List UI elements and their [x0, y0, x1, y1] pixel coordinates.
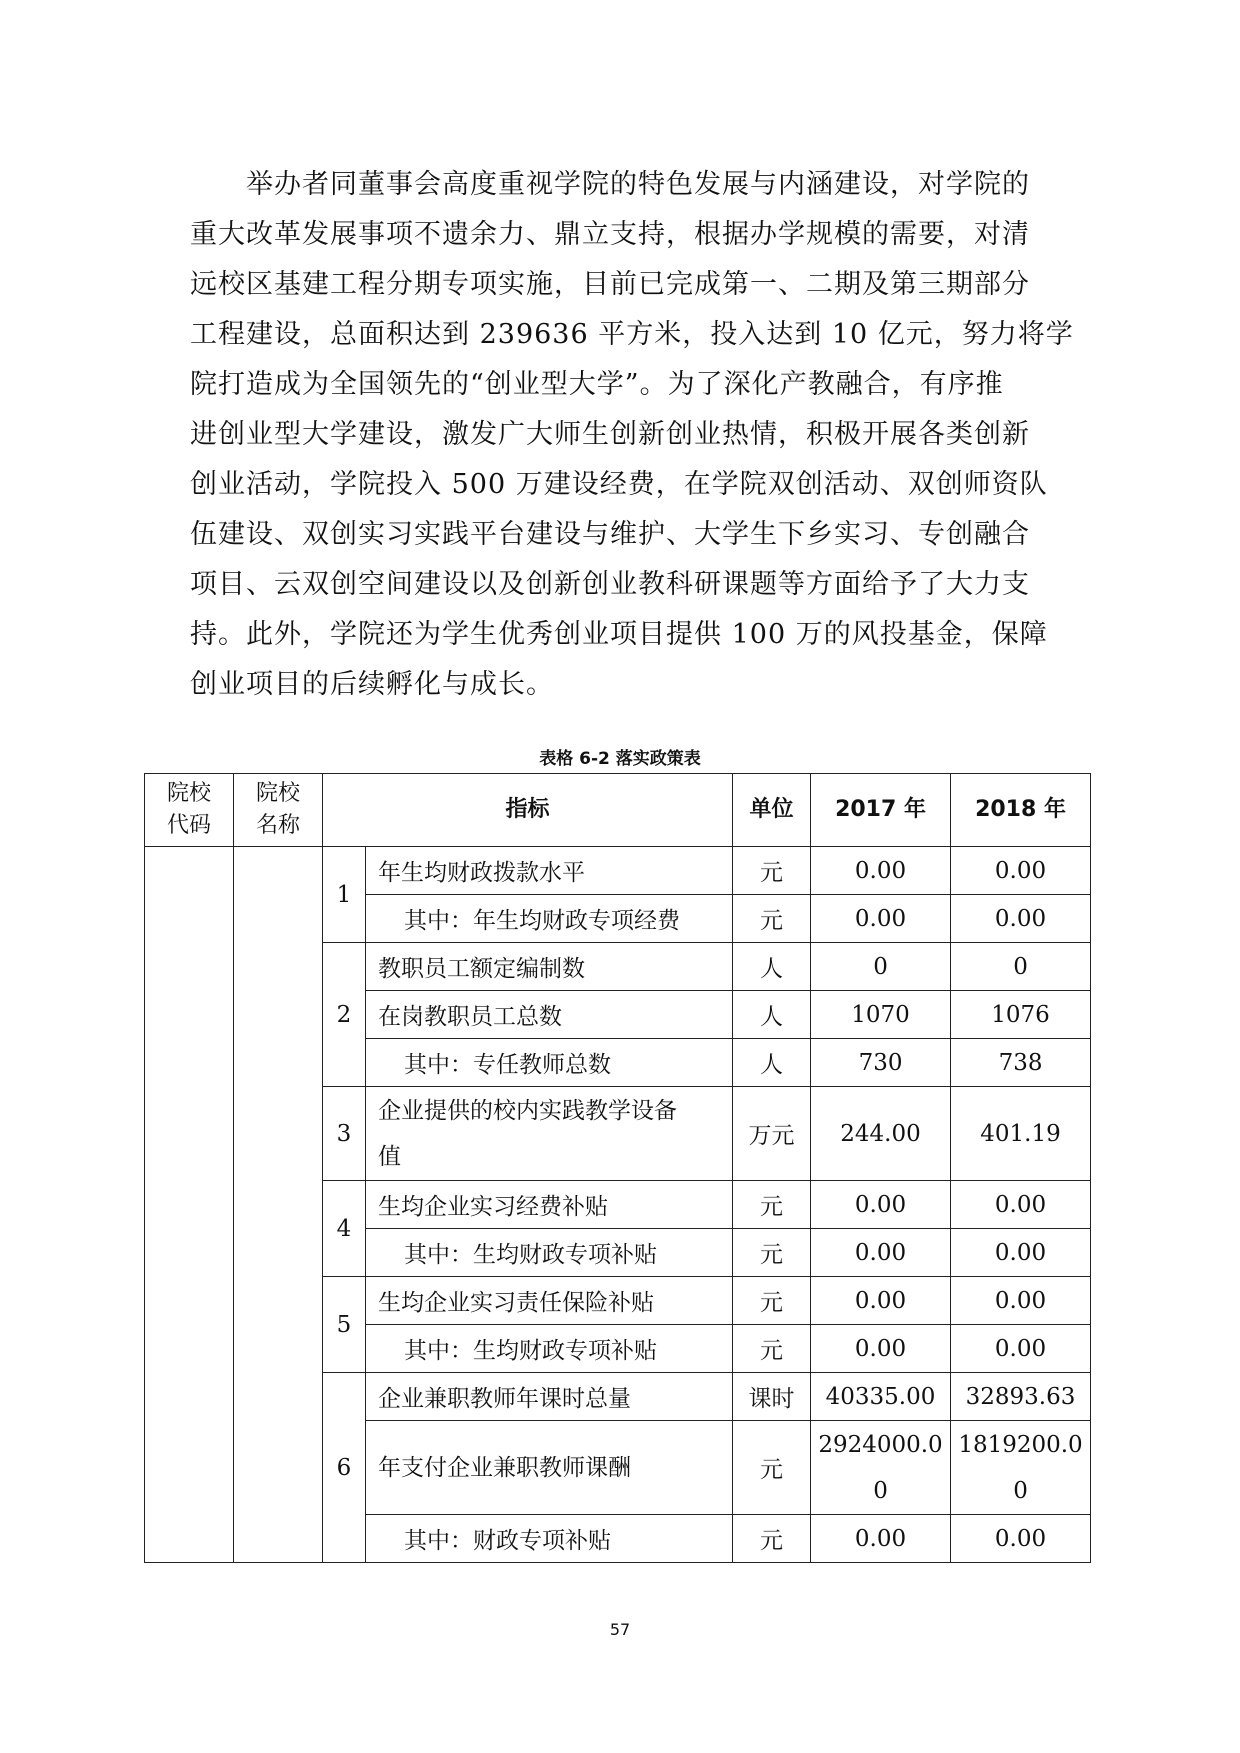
paragraph-line: 举办者同董事会高度重视学院的特色发展与内涵建设，对学院的 [246, 169, 1030, 200]
unit-cell: 元 [733, 1421, 811, 1515]
paragraph-line: 持。此外，学院还为学生优秀创业项目提供 100 万的风投基金，保障 [190, 619, 1048, 650]
value-2018-cell: 0.00 [951, 895, 1091, 943]
policy-table [144, 773, 1091, 1563]
unit-cell: 元 [733, 1181, 811, 1229]
indicator-cell: 生均企业实习责任保险补贴 [366, 1277, 733, 1325]
indicator-cell: 其中：财政专项补贴 [366, 1515, 733, 1563]
school-name-cell [234, 847, 323, 1563]
value-2017-cell: 0.00 [811, 1515, 951, 1563]
value-2018-cell: 0.00 [951, 1515, 1091, 1563]
value-2017-cell: 244.00 [811, 1087, 951, 1181]
paragraph-line: 远校区基建工程分期专项实施，目前已完成第一、二期及第三期部分 [190, 269, 1030, 300]
header-school-code: 院校 代码 [145, 774, 234, 847]
group-number: 2 [323, 943, 366, 1087]
unit-cell: 人 [733, 1039, 811, 1087]
unit-cell: 元 [733, 1515, 811, 1563]
value-2017-cell: 0.00 [811, 1181, 951, 1229]
value-2017-cell: 0.00 [811, 1229, 951, 1277]
table-caption: 表格 6-2 落实政策表 [539, 749, 701, 769]
header-indicator: 指标 [323, 774, 733, 847]
unit-cell: 课时 [733, 1373, 811, 1421]
value-2017-cell: 0.00 [811, 1277, 951, 1325]
indicator-cell: 教职员工额定编制数 [366, 943, 733, 991]
paragraph-line: 重大改革发展事项不遗余力、鼎立支持，根据办学规模的需要，对清 [190, 219, 1030, 250]
group-number: 1 [323, 847, 366, 943]
unit-cell: 元 [733, 1229, 811, 1277]
header-unit: 单位 [733, 774, 811, 847]
indicator-cell: 生均企业实习经费补贴 [366, 1181, 733, 1229]
value-2018-cell: 0.00 [951, 1277, 1091, 1325]
indicator-cell: 在岗教职员工总数 [366, 991, 733, 1039]
unit-cell: 元 [733, 847, 811, 895]
paragraph-line: 进创业型大学建设，激发广大师生创新创业热情，积极开展各类创新 [190, 419, 1030, 450]
unit-cell: 元 [733, 1325, 811, 1373]
value-2018-cell: 0.00 [951, 1181, 1091, 1229]
header-2018: 2018 年 [951, 774, 1091, 847]
unit-cell: 人 [733, 991, 811, 1039]
group-number: 3 [323, 1087, 366, 1181]
value-2017-cell: 0 [811, 943, 951, 991]
indicator-cell: 其中：专任教师总数 [366, 1039, 733, 1087]
paragraph-line: 工程建设，总面积达到 239636 平方米，投入达到 10 亿元，努力将学 [190, 319, 1074, 350]
body-paragraph [190, 160, 1074, 710]
value-2017-cell: 0.00 [811, 1325, 951, 1373]
unit-cell: 万元 [733, 1087, 811, 1181]
page-number: 57 [609, 1620, 631, 1639]
group-number: 6 [323, 1373, 366, 1563]
paragraph-line: 创业活动，学院投入 500 万建设经费，在学院双创活动、双创师资队 [190, 469, 1048, 500]
table-row [145, 847, 1091, 895]
table-header-row [145, 774, 1091, 847]
indicator-cell: 年支付企业兼职教师课酬 [366, 1421, 733, 1515]
indicator-cell: 企业兼职教师年课时总量 [366, 1373, 733, 1421]
group-number: 4 [323, 1181, 366, 1277]
header-school-name: 院校 名称 [234, 774, 323, 847]
value-2017-cell: 730 [811, 1039, 951, 1087]
unit-cell: 人 [733, 943, 811, 991]
value-2018-cell: 1076 [951, 991, 1091, 1039]
value-2018-cell: 401.19 [951, 1087, 1091, 1181]
indicator-cell: 年生均财政拨款水平 [366, 847, 733, 895]
paragraph-line: 伍建设、双创实习实践平台建设与维护、大学生下乡实习、专创融合 [190, 519, 1030, 550]
paragraph-line: 项目、云双创空间建设以及创新创业教科研课题等方面给予了大力支 [190, 569, 1030, 600]
value-2018-cell: 1819200.0 0 [951, 1421, 1091, 1515]
value-2017-cell: 40335.00 [811, 1373, 951, 1421]
indicator-cell: 其中：生均财政专项补贴 [366, 1229, 733, 1277]
value-2018-cell: 0.00 [951, 1229, 1091, 1277]
indicator-cell: 其中：生均财政专项补贴 [366, 1325, 733, 1373]
value-2018-cell: 32893.63 [951, 1373, 1091, 1421]
indicator-cell: 其中：年生均财政专项经费 [366, 895, 733, 943]
value-2018-cell: 0.00 [951, 847, 1091, 895]
group-number: 5 [323, 1277, 366, 1373]
paragraph-line: 院打造成为全国领先的“创业型大学”。为了深化产教融合，有序推 [190, 369, 1004, 400]
value-2017-cell: 0.00 [811, 847, 951, 895]
unit-cell: 元 [733, 1277, 811, 1325]
unit-cell: 元 [733, 895, 811, 943]
value-2017-cell: 2924000.0 0 [811, 1421, 951, 1515]
value-2018-cell: 0.00 [951, 1325, 1091, 1373]
value-2017-cell: 1070 [811, 991, 951, 1039]
indicator-cell: 企业提供的校内实践教学设备 值 [366, 1087, 733, 1181]
value-2018-cell: 738 [951, 1039, 1091, 1087]
paragraph-line: 创业项目的后续孵化与成长。 [190, 669, 554, 700]
header-2017: 2017 年 [811, 774, 951, 847]
school-code-cell [145, 847, 234, 1563]
value-2018-cell: 0 [951, 943, 1091, 991]
value-2017-cell: 0.00 [811, 895, 951, 943]
